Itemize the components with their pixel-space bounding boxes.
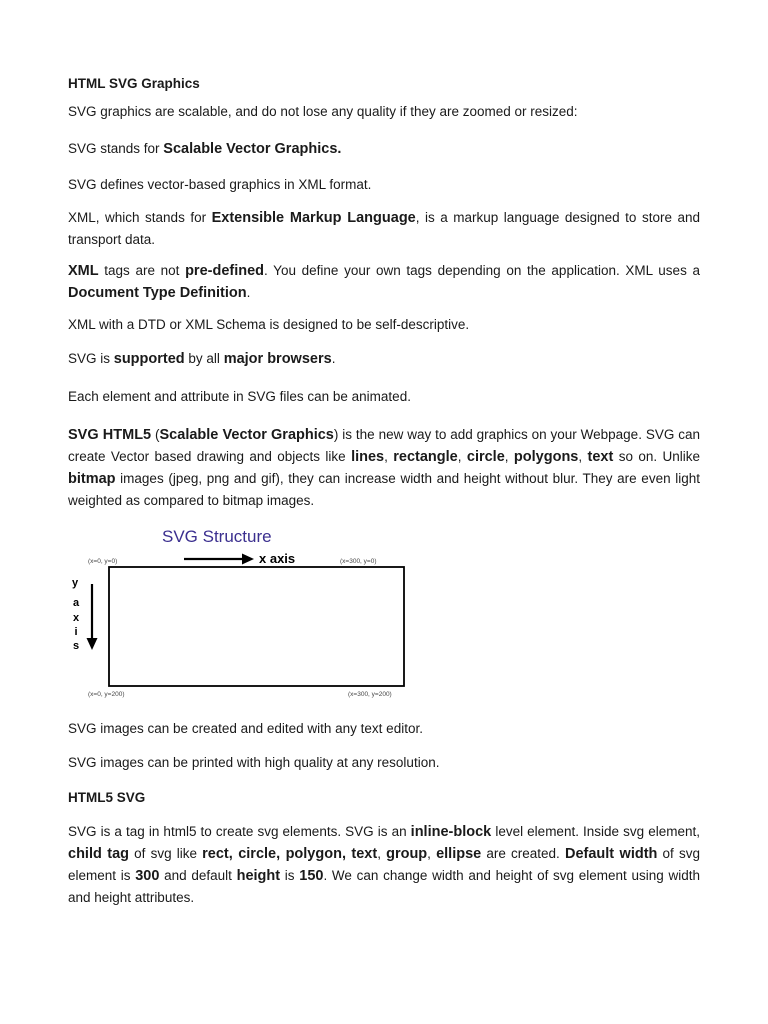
paragraph-svg-html5: SVG HTML5 (Scalable Vector Graphics) is the new way to add graphics on your Webpage. SVG can create Vector based drawing and objects like lines, rectangle, circle, polygons, text so on. Unlike bitmap images (jpeg, png and gif), they can increase width and height without blur. They are even light weighted as compared to bitmap images.	[68, 427, 700, 508]
paragraph-dtd: XML with a DTD or XML Schema is designed to be self-descriptive.	[68, 317, 470, 332]
bold-term: child tag	[68, 846, 130, 862]
paragraph-text-editor: SVG images can be created and edited with any text editor.	[68, 721, 423, 736]
heading-html-svg-graphics: HTML SVG Graphics	[68, 76, 200, 91]
corner-bottom-right-label: (x=300, y=200)	[348, 691, 392, 698]
bold-term: rectangle	[393, 449, 458, 465]
y-axis-letter: a	[72, 597, 80, 609]
paragraph-high-quality: SVG images can be printed with high quality at any resolution.	[68, 755, 440, 770]
bold-term: group	[386, 846, 428, 862]
bold-term: Scalable Vector Graphics.	[163, 141, 342, 157]
bold-term: polygons	[513, 449, 579, 465]
x-axis-label: x axis	[259, 551, 296, 566]
y-axis-arrow-head	[87, 638, 98, 650]
paragraph-vector-based: SVG defines vector-based graphics in XML format.	[68, 177, 372, 192]
bold-term: major browsers	[223, 351, 332, 367]
bold-term: 150	[299, 868, 324, 884]
corner-top-left-label: (x=0, y=0)	[88, 558, 118, 565]
svg-structure-diagram	[68, 522, 418, 704]
bold-term: XML	[68, 263, 99, 279]
paragraph-xml-definition: XML, which stands for Extensible Markup Language, is a markup language designed to store and transport data.	[68, 210, 700, 247]
y-axis-letter: i	[74, 626, 78, 638]
paragraph-supported: SVG is supported by all major browsers.	[68, 351, 336, 367]
bold-term: text	[587, 449, 614, 465]
bold-term: rect, circle, polygon, text	[202, 846, 378, 862]
corner-bottom-left-label: (x=0, y=200)	[88, 691, 125, 698]
bold-term: height	[236, 868, 281, 884]
bold-term: Default width	[564, 846, 658, 862]
y-axis-letter: x	[72, 612, 80, 624]
bold-term: circle	[466, 449, 505, 465]
bold-term: Extensible Markup Language	[211, 210, 416, 226]
bold-term: lines	[351, 449, 385, 465]
bold-term: supported	[113, 351, 185, 367]
bold-term: Document Type Definition	[68, 285, 247, 301]
text: SVG stands for	[68, 141, 164, 156]
bold-term: 300	[135, 868, 160, 884]
paragraph-scalable: SVG graphics are scalable, and do not lose any quality if they are zoomed or resized:	[68, 104, 578, 119]
paragraph-svg-stands-for	[68, 138, 700, 160]
bold-term: ellipse	[436, 846, 482, 862]
y-axis-letter: y	[71, 577, 79, 589]
heading-html5-svg: HTML5 SVG	[68, 790, 146, 805]
paragraph-svg-tag: SVG is a tag in html5 to create svg elements. SVG is an inline-block level element. Inside svg element, child tag of svg like rect, circle, polygon, text, group, ellipse are created. Default width of svg element is 300 and default height is 150. We can change width and height of svg element using width and height attributes.	[68, 824, 700, 905]
diagram-title: SVG Structure	[162, 527, 272, 546]
bold-term: pre-defined	[185, 263, 265, 279]
corner-top-right-label: (x=300, y=0)	[340, 558, 377, 565]
svg-canvas-rect	[109, 567, 404, 686]
paragraph-xml-tags: XML tags are not pre-defined. You define your own tags depending on the application. XML uses a Document Type Definition.	[68, 263, 700, 301]
paragraph-animated: Each element and attribute in SVG files can be animated.	[68, 389, 411, 404]
y-axis-letter: s	[72, 640, 80, 652]
bold-term: Scalable Vector Graphics	[159, 427, 334, 443]
bold-term: SVG HTML5	[68, 427, 152, 443]
bold-term: inline-block	[410, 824, 492, 840]
bold-term: bitmap	[68, 471, 116, 487]
x-axis-arrow-head	[242, 554, 254, 565]
